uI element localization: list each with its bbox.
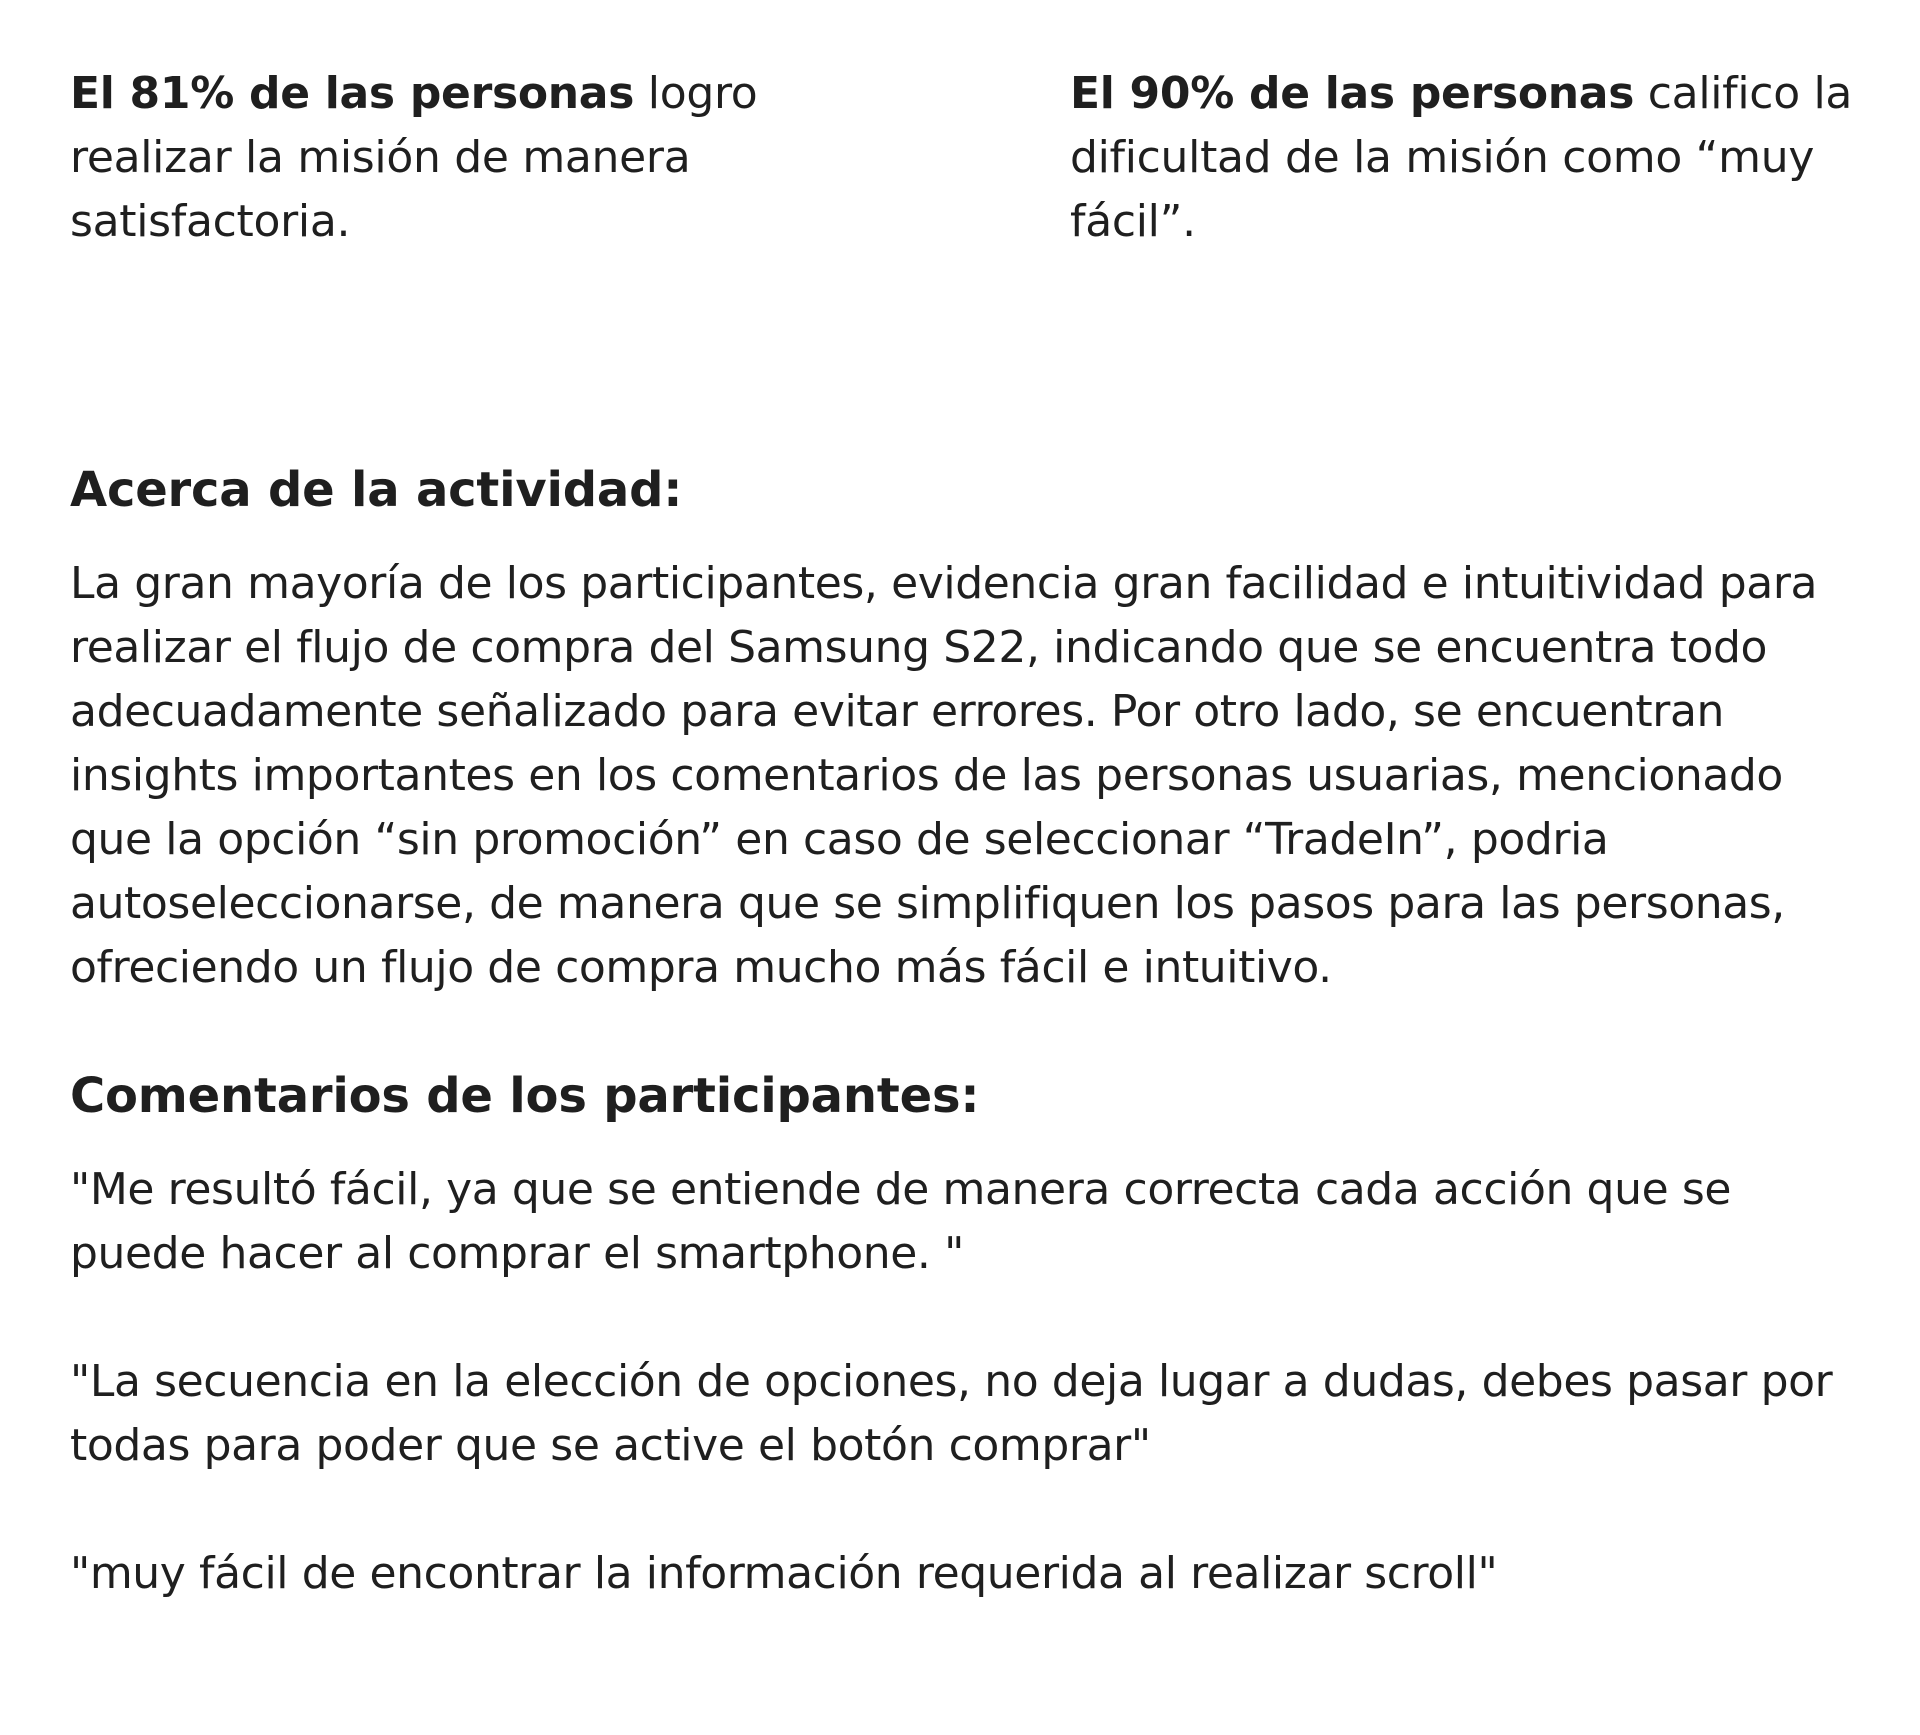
about-body: La gran mayoría de los participantes, evidencia gran facilidad e intuitividad para realizar el flujo de compra del Samsung S22, indicando que se encuentra todo adecuadamente señalizado para evitar errores. Por otro lado, se encuentran insights importantes en los comentarios de las personas usuarias, mencionado que la opción “sin promoción” en caso de seleccionar “TradeIn”, podria autoseleccionarse, de manera que se simplifiquen los pasos para las personas, ofreciendo un flujo de compra mucho más fácil e intuitivo.	[70, 558, 1818, 993]
participant-comment: "La secuencia en la elección de opciones, no deja lugar a dudas, debes pasar por todas para poder que se active el botón comprar"	[70, 1356, 1833, 1471]
participant-comment: "muy fácil de encontrar la información requerida al realizar scroll"	[70, 1548, 1498, 1599]
stat-highlight: El 81% de las personas	[70, 68, 635, 119]
stats-row	[70, 62, 1870, 254]
stat-description: califico la dificultad de la misión como “muy fácil”.	[1070, 68, 1853, 247]
comments-list	[70, 1158, 1870, 1606]
stat-difficulty-rating	[1070, 62, 1870, 254]
document-page	[70, 62, 1870, 1670]
comments-heading: Comentarios de los participantes:	[70, 1068, 980, 1124]
about-heading: Acerca de la actividad:	[70, 462, 683, 518]
stat-text	[70, 62, 810, 254]
stat-description: logro realizar la misión de manera satisfactoria.	[70, 68, 758, 247]
stat-highlight: El 90% de las personas	[1070, 68, 1635, 119]
participant-comment: "Me resultó fácil, ya que se entiende de manera correcta cada acción que se puede hacer al comprar el smartphone. "	[70, 1164, 1732, 1279]
stat-success-rate	[70, 62, 1070, 254]
stat-text	[1070, 62, 1870, 254]
